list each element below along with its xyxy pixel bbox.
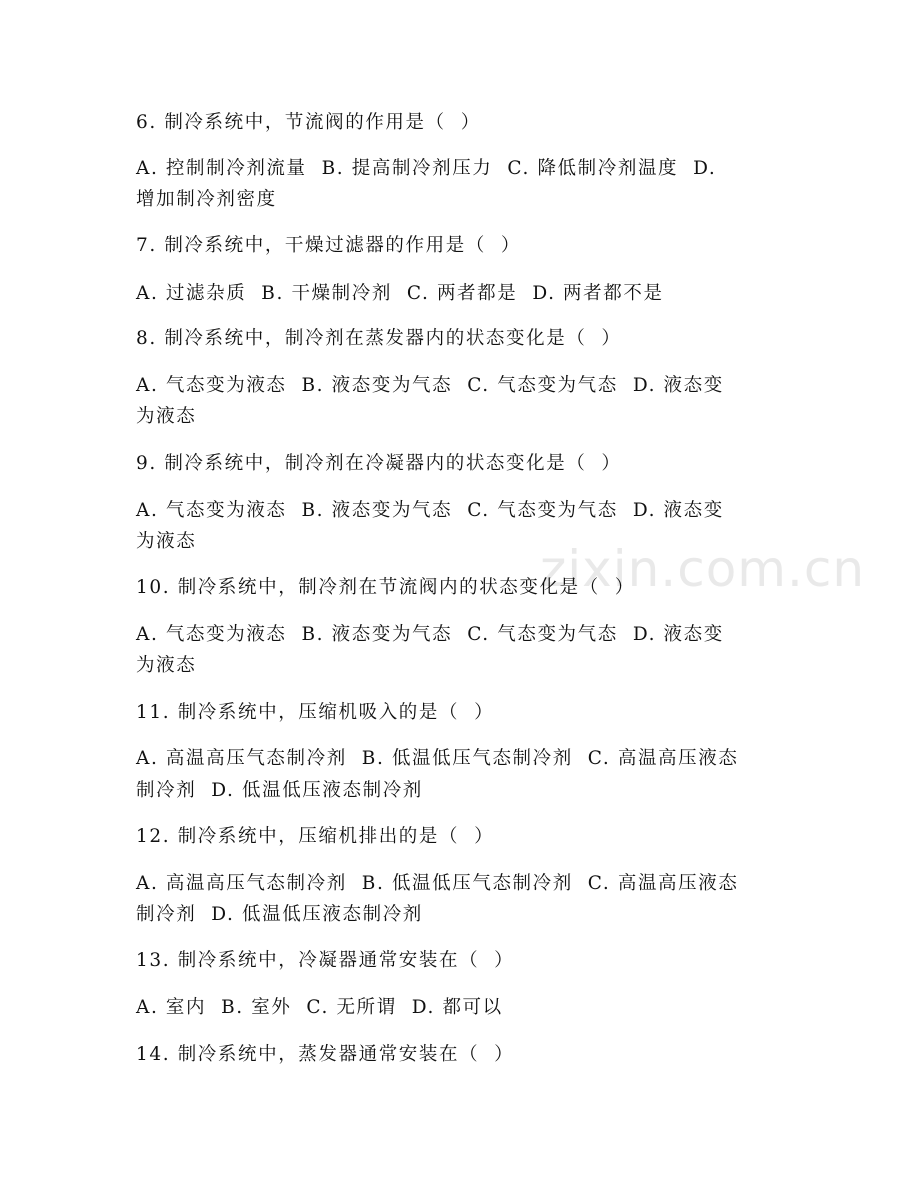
options-10-cont: 为液态 [136, 655, 197, 676]
question-10: 10. 制冷系统中，制冷剂在节流阀内的状态变化是（ ） [136, 577, 635, 598]
question-13: 13. 制冷系统中，冷凝器通常安装在（ ） [136, 950, 515, 971]
options-10: A. 气态变为液态 B. 液态变为气态 C. 气态变为气态 D. 液态变 [136, 624, 724, 645]
question-11: 11. 制冷系统中，压缩机吸入的是（ ） [136, 702, 495, 723]
options-9-cont: 为液态 [136, 531, 197, 552]
options-6-cont: 增加制冷剂密度 [136, 189, 277, 210]
question-8: 8. 制冷系统中，制冷剂在蒸发器内的状态变化是（ ） [136, 328, 622, 349]
options-8: A. 气态变为液态 B. 液态变为气态 C. 气态变为气态 D. 液态变 [136, 375, 724, 396]
question-9: 9. 制冷系统中，制冷剂在冷凝器内的状态变化是（ ） [136, 453, 622, 474]
watermark: zixin.com.cn [540, 540, 866, 598]
options-13: A. 室内 B. 室外 C. 无所谓 D. 都可以 [136, 997, 503, 1018]
question-12: 12. 制冷系统中，压缩机排出的是（ ） [136, 826, 495, 847]
question-6: 6. 制冷系统中，节流阀的作用是（ ） [136, 112, 481, 133]
options-7: A. 过滤杂质 B. 干燥制冷剂 C. 两者都是 D. 两者都不是 [136, 283, 664, 304]
question-14: 14. 制冷系统中，蒸发器通常安装在（ ） [136, 1044, 515, 1065]
options-12-cont: 制冷剂 D. 低温低压液态制冷剂 [136, 904, 423, 925]
options-8-cont: 为液态 [136, 406, 197, 427]
options-11-cont: 制冷剂 D. 低温低压液态制冷剂 [136, 780, 423, 801]
options-6: A. 控制制冷剂流量 B. 提高制冷剂压力 C. 降低制冷剂温度 D. [136, 158, 717, 179]
question-7: 7. 制冷系统中，干燥过滤器的作用是（ ） [136, 235, 521, 256]
options-12: A. 高温高压气态制冷剂 B. 低温低压气态制冷剂 C. 高温高压液态 [136, 873, 739, 894]
options-9: A. 气态变为液态 B. 液态变为气态 C. 气态变为气态 D. 液态变 [136, 500, 724, 521]
options-11: A. 高温高压气态制冷剂 B. 低温低压气态制冷剂 C. 高温高压液态 [136, 748, 739, 769]
